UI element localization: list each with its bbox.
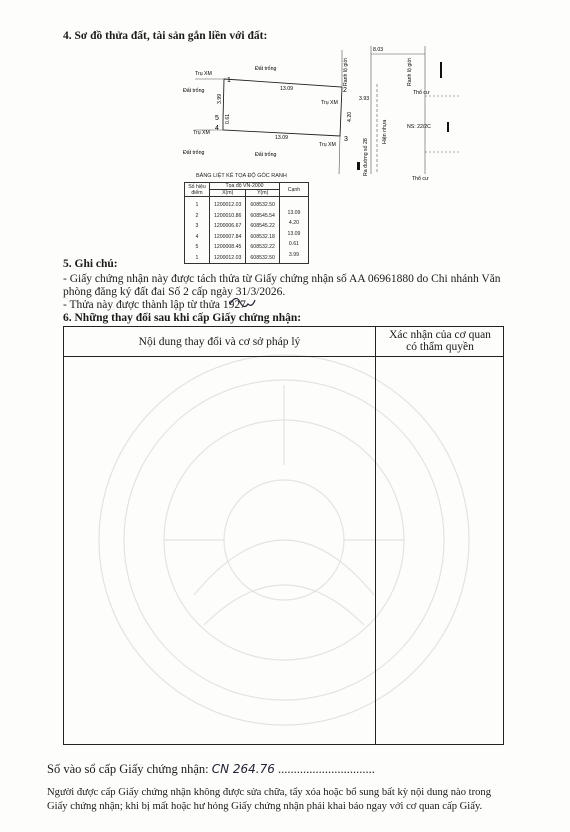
table-cell: 3 [195, 223, 199, 229]
warning-line-1: Người được cấp Giấy chứng nhận không được sửa chữa, tẩy xóa hoặc bổ sung bất kỳ nội dung nào trong [47, 787, 492, 798]
label-vacant-left1: Đất trống [183, 88, 205, 94]
table-cell: 1200010.86 [214, 212, 242, 219]
registry-dots: ............................... [278, 762, 375, 776]
label-house-no: NS: 22/2C [407, 124, 431, 130]
col-point: Số hiệu điểm [185, 183, 210, 197]
section-6-title: 6. Những thay đổi sau khi cấp Giấy chứng nhận: [63, 312, 302, 324]
table-cell: 1200012.03 [214, 202, 242, 208]
col-confirm-line-2: có thẩm quyền [406, 341, 474, 353]
note-1-line-1: - Giấy chứng nhận này được tách thửa từ Giấy chứng nhận số AA 06961880 do Chi nhánh Văn [63, 273, 501, 285]
changes-table [63, 326, 504, 745]
dim-road: 3.93 [359, 96, 370, 102]
col-x: X(m) [210, 190, 246, 197]
seal-watermark [84, 345, 484, 735]
label-road: Ra đường số 28 [363, 138, 369, 176]
dim-left: 3.99 [217, 93, 223, 104]
label-pillar-3: Trụ XM [193, 130, 210, 136]
label-vacant-top: Đất trống [255, 66, 277, 72]
table-cell: 5 [195, 244, 199, 250]
label-pillar-2: Trụ XM [321, 100, 338, 106]
table-cell: 608532.18 [250, 233, 275, 240]
dim-top: 13.09 [280, 86, 293, 92]
label-resid-2: Thổ cư [412, 176, 429, 182]
table-cell: 1200006.67 [214, 223, 242, 229]
table-cell: 1 [195, 254, 199, 261]
label-existing: Hiện nhựa [382, 119, 388, 144]
point-3: 3 [344, 136, 348, 143]
table-cell: 608545.54 [250, 212, 275, 219]
table-cell: 608532.50 [250, 254, 275, 261]
label-resid-1: Thổ cư [413, 90, 430, 96]
col-content: Nội dung thay đổi và cơ sở pháp lý [138, 336, 301, 348]
note-2: - Thửa này được thành lập từ thửa 1927 [63, 299, 246, 311]
col-coord: Tọa độ VN-2000 [210, 183, 280, 190]
registry-label: Số vào sổ cấp Giấy chứng nhận: [47, 762, 209, 776]
table-cell: 1 [195, 202, 199, 208]
table-cell: 608545.22 [250, 223, 275, 229]
note-1-line-2: phòng đăng ký đất đai Số 2 cấp ngày 31/3/2026. [63, 286, 286, 298]
section-5-title: 5. Ghi chú: [63, 258, 118, 270]
col-edge: Cạnh [279, 183, 308, 197]
point-4: 4 [215, 125, 219, 132]
label-boundary-2: Ranh lộ giới [407, 58, 413, 86]
coord-table-title: BẢNG LIỆT KÊ TỌA ĐỘ GÓC RANH [196, 173, 287, 179]
dim-bottom: 13.09 [275, 135, 288, 141]
point-5: 5 [215, 115, 219, 122]
table-cell: 1200007.84 [214, 233, 242, 240]
coord-table [184, 182, 309, 264]
table-cell: 608532.22 [250, 244, 275, 250]
table-cell: 1200012.03 [214, 254, 242, 261]
handwritten-mark [228, 292, 258, 312]
col-confirm-line-1: Xác nhận của cơ quan [389, 329, 491, 341]
label-vacant-bottom: Đất trống [255, 152, 277, 158]
dim-width: 8.03 [373, 47, 384, 53]
registry-value: CN 264.76 [211, 762, 275, 776]
dim-right: 4.20 [347, 111, 353, 122]
table-cell: 4.20 [288, 220, 299, 227]
table-cell: 4 [195, 233, 199, 240]
table-cell: 1200008.45 [214, 244, 242, 250]
label-pillar-1: Trụ XM [195, 71, 212, 77]
table-cell: 0.61 [288, 241, 299, 248]
label-pillar-4: Trụ XM [319, 142, 336, 148]
label-boundary-1: Ranh lộ giới [343, 58, 349, 86]
table-cell: 13.09 [287, 230, 301, 237]
table-cell: 608532.50 [250, 202, 275, 208]
table-cell: 13.09 [287, 209, 301, 216]
label-vacant-left2: Đất trống [183, 150, 205, 156]
table-cell: 3.99 [288, 251, 299, 258]
col-y: Y(m) [246, 190, 280, 197]
point-1: 1 [227, 77, 231, 84]
point-2: 2 [343, 87, 347, 94]
table-cell: 2 [195, 212, 199, 219]
warning-line-2: Giấy chứng nhận; khi bị mất hoặc hư hỏng Giấy chứng nhận phải khai báo ngay với cơ quan cấp Giấy. [47, 801, 483, 812]
dim-small: 0.61 [225, 113, 231, 124]
section-4-title: 4. Sơ đồ thửa đất, tài sản gắn liền với đất: [63, 30, 268, 42]
